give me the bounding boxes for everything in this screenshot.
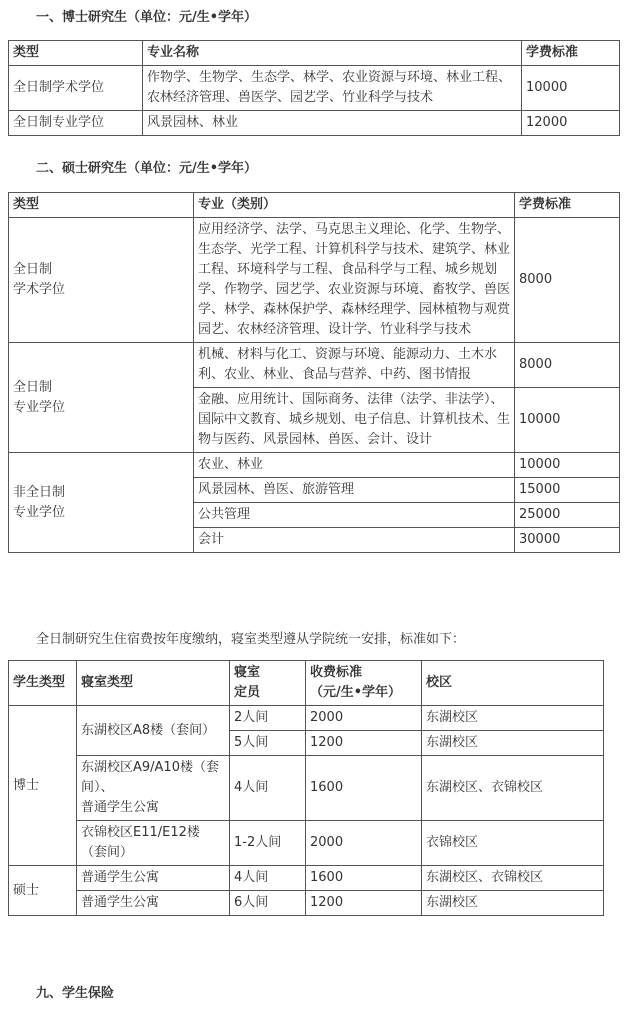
header-cell: 类型	[9, 193, 194, 218]
occupancy-cell: 2人间	[230, 706, 306, 731]
fee-cell: 2000	[306, 706, 422, 731]
table-row	[9, 706, 604, 731]
majors-cell: 应用经济学、法学、马克思主义理论、化学、生物学、生态学、光学工程、计算机科学与技术、建筑学、林业工程、环境科学与工程、食品科学与工程、城乡规划学、作物学、园艺学、农业资源与环境、畜牧学、兽医学、林学、森林保护学、森林经理学、园林植物与观赏园艺、农林经济管理、设计学、竹业科学与技术	[194, 218, 515, 343]
type-cell: 全日制 专业学位	[9, 343, 194, 453]
majors-cell: 机械、材料与化工、资源与环境、能源动力、土木水利、农业、林业、食品与营养、中药、图书情报	[194, 343, 515, 388]
header-cell: 学费标准	[522, 41, 620, 66]
type-cell: 全日制学术学位	[9, 66, 143, 111]
room-type-cell: 衣锦校区E11/E12楼 （套间）	[77, 821, 230, 866]
fee-cell: 1200	[306, 731, 422, 756]
fee-cell: 8000	[515, 218, 620, 343]
occupancy-cell: 4人间	[230, 866, 306, 891]
fee-cell: 30000	[515, 528, 620, 553]
header-cell: 校区	[422, 661, 604, 706]
campus-cell: 东湖校区、衣锦校区	[422, 866, 604, 891]
fee-cell: 15000	[515, 478, 620, 503]
majors-cell: 风景园林、林业	[143, 111, 522, 136]
campus-cell: 东湖校区、衣锦校区	[422, 756, 604, 821]
header-cell: 寝室 定员	[230, 661, 306, 706]
occupancy-cell: 4人间	[230, 756, 306, 821]
doctoral-section-title: 一、博士研究生（单位：元/生•学年）	[36, 10, 258, 25]
fee-cell: 10000	[522, 66, 620, 111]
type-cell: 全日制专业学位	[9, 111, 143, 136]
campus-cell: 东湖校区	[422, 731, 604, 756]
fee-cell: 10000	[515, 388, 620, 453]
table-row	[9, 453, 620, 478]
room-type-cell: 普通学生公寓	[77, 891, 230, 916]
campus-cell: 东湖校区	[422, 706, 604, 731]
fee-cell: 2000	[306, 821, 422, 866]
table-header-row	[9, 193, 620, 218]
fee-cell: 12000	[522, 111, 620, 136]
table-header-row	[9, 661, 604, 706]
fee-cell: 1600	[306, 866, 422, 891]
table-row	[9, 218, 620, 343]
campus-cell: 东湖校区	[422, 891, 604, 916]
header-cell: 类型	[9, 41, 143, 66]
majors-cell: 农业、林业	[194, 453, 515, 478]
insurance-section-title: 九、学生保险	[36, 986, 115, 1001]
occupancy-cell: 6人间	[230, 891, 306, 916]
room-type-cell: 普通学生公寓	[77, 866, 230, 891]
master-fee-table	[8, 192, 620, 553]
header-cell: 专业（类别）	[194, 193, 515, 218]
majors-cell: 会计	[194, 528, 515, 553]
majors-cell: 作物学、生物学、生态学、林学、农业资源与环境、林业工程、农林经济管理、兽医学、园艺学、竹业科学与技术	[143, 66, 522, 111]
table-row	[9, 111, 620, 136]
header-cell: 学费标准	[515, 193, 620, 218]
majors-cell: 公共管理	[194, 503, 515, 528]
header-cell: 寝室类型	[77, 661, 230, 706]
table-row	[9, 866, 604, 891]
table-row	[9, 756, 604, 821]
fee-cell: 25000	[515, 503, 620, 528]
occupancy-cell: 1-2人间	[230, 821, 306, 866]
room-type-cell: 东湖校区A9/A10楼（套间）、 普通学生公寓	[77, 756, 230, 821]
header-cell: 专业名称	[143, 41, 522, 66]
fee-cell: 1200	[306, 891, 422, 916]
majors-cell: 金融、应用统计、国际商务、法律（法学、非法学）、国际中文教育、城乡规划、电子信息、计算机技术、生物与医药、风景园林、兽医、会计、设计	[194, 388, 515, 453]
table-header-row	[9, 41, 620, 66]
campus-cell: 衣锦校区	[422, 821, 604, 866]
header-cell: 学生类型	[9, 661, 77, 706]
doctoral-fee-table	[8, 40, 620, 136]
table-row	[9, 891, 604, 916]
student-type-cell: 硕士	[9, 866, 77, 916]
majors-cell: 风景园林、兽医、旅游管理	[194, 478, 515, 503]
header-cell: 收费标准 （元/生•学年）	[306, 661, 422, 706]
occupancy-cell: 5人间	[230, 731, 306, 756]
room-type-cell: 东湖校区A8楼（套间）	[77, 706, 230, 756]
table-row	[9, 821, 604, 866]
type-cell: 全日制 学术学位	[9, 218, 194, 343]
fee-cell: 1600	[306, 756, 422, 821]
type-cell: 非全日制 专业学位	[9, 453, 194, 553]
student-type-cell: 博士	[9, 706, 77, 866]
table-row	[9, 66, 620, 111]
dorm-fee-table	[8, 660, 604, 916]
master-section-title: 二、硕士研究生（单位：元/生•学年）	[36, 161, 258, 176]
table-row	[9, 343, 620, 388]
fee-cell: 10000	[515, 453, 620, 478]
accommodation-note: 全日制研究生住宿费按年度缴纳，寝室类型遵从学院统一安排，标准如下：	[36, 632, 466, 647]
fee-cell: 8000	[515, 343, 620, 388]
